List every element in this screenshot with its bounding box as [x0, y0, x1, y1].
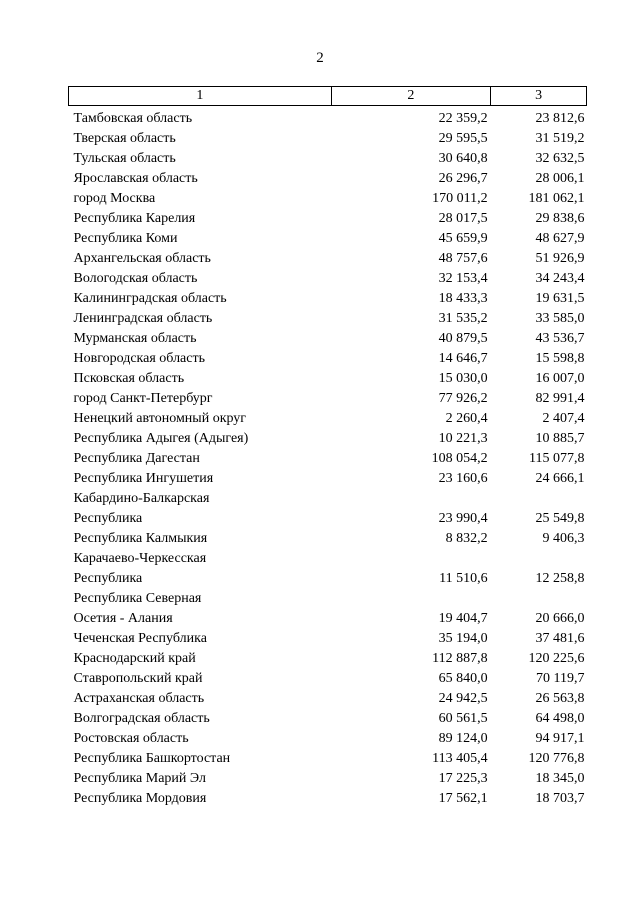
value-col2-cell: 24 942,5	[438, 691, 488, 706]
table-row	[69, 309, 587, 329]
value-col2-cell: 23 160,6	[438, 471, 488, 486]
value-col3-cell: 51 926,9	[535, 251, 585, 266]
value-col3-cell: 19 631,5	[535, 291, 585, 306]
value-col2-cell: 2 260,4	[445, 411, 488, 426]
value-col3-cell: 120 776,8	[528, 751, 585, 766]
value-col3-cell: 37 481,6	[535, 631, 585, 646]
table-row	[69, 569, 587, 589]
value-col3-cell: 26 563,8	[535, 691, 585, 706]
value-col3-cell: 29 838,6	[535, 211, 585, 226]
value-col3-cell: 94 917,1	[535, 731, 585, 746]
value-col3-cell: 10 885,7	[535, 431, 585, 446]
value-col3-cell: 20 666,0	[535, 611, 585, 626]
value-col2-cell: 45 659,9	[438, 231, 488, 246]
table-row	[69, 169, 587, 189]
table-row	[69, 129, 587, 149]
table-row	[69, 209, 587, 229]
value-col2-cell: 14 646,7	[438, 351, 488, 366]
value-col2-cell: 113 405,4	[432, 751, 488, 766]
value-col3-cell: 16 007,0	[535, 371, 585, 386]
table-row	[69, 469, 587, 489]
region-name-cell: Кабардино-Балкарская	[73, 491, 210, 506]
table-row	[69, 689, 587, 709]
region-name-cell: Осетия - Алания	[73, 611, 173, 626]
value-col2-cell: 77 926,2	[438, 391, 488, 406]
region-name-cell: Ставропольский край	[73, 671, 203, 686]
value-col2-cell: 30 640,8	[438, 151, 488, 166]
value-col3-cell: 64 498,0	[535, 711, 585, 726]
region-name-cell: Республика Ингушетия	[73, 471, 214, 486]
value-col2-cell: 26 296,7	[438, 171, 488, 186]
value-col3-cell: 18 345,0	[535, 771, 585, 786]
value-col3-cell: 82 991,4	[535, 391, 585, 406]
value-col2-cell: 29 595,5	[438, 131, 488, 146]
table-row	[69, 729, 587, 749]
table-row	[69, 609, 587, 629]
value-col3-cell: 9 406,3	[542, 531, 585, 546]
region-name-cell: Волгоградская область	[73, 711, 210, 726]
table-row	[69, 389, 587, 409]
region-name-cell: Ленинградская область	[73, 311, 213, 326]
value-col2-cell: 10 221,3	[438, 431, 488, 446]
value-col3-cell	[491, 589, 587, 609]
value-col2-cell	[331, 589, 491, 609]
column-header-1: 1	[69, 87, 332, 106]
value-col2-cell: 89 124,0	[438, 731, 488, 746]
value-col2-cell: 48 757,6	[438, 251, 488, 266]
value-col3-cell: 2 407,4	[542, 411, 585, 426]
table-row	[69, 429, 587, 449]
value-col2-cell: 170 011,2	[432, 191, 488, 206]
table-row	[69, 349, 587, 369]
page-number: 2	[316, 50, 324, 66]
region-name-cell: Чеченская Республика	[73, 631, 207, 646]
table-row	[69, 189, 587, 209]
region-name-cell: город Санкт-Петербург	[73, 391, 213, 406]
value-col2-cell: 35 194,0	[438, 631, 488, 646]
value-col3-cell: 15 598,8	[535, 351, 585, 366]
value-col2-cell: 17 562,1	[438, 791, 488, 806]
table-row	[69, 269, 587, 289]
table-row	[69, 409, 587, 429]
value-col2-cell: 19 404,7	[438, 611, 488, 626]
table-row	[69, 329, 587, 349]
value-col2-cell: 40 879,5	[438, 331, 488, 346]
value-col2-cell: 22 359,2	[438, 111, 488, 126]
region-name-cell: Республика Дагестан	[73, 451, 200, 466]
table-row	[69, 489, 587, 509]
region-name-cell: Тульская область	[73, 151, 176, 166]
region-name-cell: Республика Северная	[73, 591, 202, 606]
region-name-cell: Республика Мордовия	[73, 791, 207, 806]
value-col3-cell: 28 006,1	[535, 171, 585, 186]
region-name-cell: Республика Башкортостан	[73, 751, 231, 766]
region-name-cell: город Москва	[73, 191, 156, 206]
column-header-3: 3	[491, 87, 587, 106]
value-col3-cell: 23 812,6	[535, 111, 585, 126]
value-col3-cell	[491, 549, 587, 569]
value-col3-cell: 12 258,8	[535, 571, 585, 586]
table-row	[69, 769, 587, 789]
value-col2-cell: 31 535,2	[438, 311, 488, 326]
value-col2-cell: 15 030,0	[438, 371, 488, 386]
column-header-2: 2	[331, 87, 491, 106]
table-row	[69, 549, 587, 569]
value-col3-cell: 43 536,7	[535, 331, 585, 346]
table-row	[69, 106, 587, 130]
region-name-cell: Республика Марий Эл	[73, 771, 206, 786]
table-row	[69, 529, 587, 549]
value-col3-cell: 48 627,9	[535, 231, 585, 246]
value-col2-cell: 112 887,8	[432, 651, 488, 666]
value-col2-cell: 17 225,3	[438, 771, 488, 786]
table-row	[69, 669, 587, 689]
region-name-cell: Республика Коми	[73, 231, 178, 246]
region-name-cell: Архангельская область	[73, 251, 211, 266]
table-row	[69, 749, 587, 769]
value-col3-cell	[491, 489, 587, 509]
table-header	[69, 87, 587, 106]
value-col2-cell: 60 561,5	[438, 711, 488, 726]
value-col2-cell: 65 840,0	[438, 671, 488, 686]
value-col2-cell: 11 510,6	[439, 571, 488, 586]
table-body	[69, 106, 587, 810]
value-col3-cell: 25 549,8	[535, 511, 585, 526]
table-row	[69, 229, 587, 249]
region-name-cell: Краснодарский край	[73, 651, 196, 666]
value-col3-cell: 115 077,8	[529, 451, 585, 466]
table-row	[69, 629, 587, 649]
value-col2-cell: 28 017,5	[438, 211, 488, 226]
value-col2-cell: 108 054,2	[431, 451, 488, 466]
table-row	[69, 789, 587, 809]
table-row	[69, 149, 587, 169]
region-name-cell: Республика	[73, 511, 143, 526]
table-row	[69, 289, 587, 309]
region-name-cell: Новгородская область	[73, 351, 205, 366]
region-name-cell: Астраханская область	[73, 691, 205, 706]
region-name-cell: Ненецкий автономный округ	[73, 411, 247, 426]
value-col2-cell	[331, 489, 491, 509]
table-row	[69, 509, 587, 529]
value-col2-cell: 32 153,4	[438, 271, 488, 286]
table-row	[69, 369, 587, 389]
table-row	[69, 589, 587, 609]
region-name-cell: Ростовская область	[73, 731, 189, 746]
region-name-cell: Калининградская область	[73, 291, 227, 306]
value-col3-cell: 120 225,6	[528, 651, 585, 666]
value-col2-cell: 8 832,2	[445, 531, 488, 546]
region-name-cell: Тамбовская область	[73, 111, 193, 126]
value-col3-cell: 34 243,4	[535, 271, 585, 286]
region-name-cell: Республика Карелия	[73, 211, 196, 226]
value-col3-cell: 32 632,5	[535, 151, 585, 166]
value-col3-cell: 70 119,7	[536, 671, 585, 686]
value-col2-cell	[331, 549, 491, 569]
value-col3-cell: 24 666,1	[535, 471, 585, 486]
region-name-cell: Республика Адыгея (Адыгея)	[73, 431, 249, 446]
region-name-cell: Ярославская область	[73, 171, 198, 186]
table-row	[69, 449, 587, 469]
region-name-cell: Тверская область	[73, 131, 176, 146]
table-row	[69, 649, 587, 669]
value-col3-cell: 33 585,0	[535, 311, 585, 326]
value-col2-cell: 23 990,4	[438, 511, 488, 526]
table-row	[69, 249, 587, 269]
region-name-cell: Республика	[73, 571, 143, 586]
region-name-cell: Республика Калмыкия	[73, 531, 208, 546]
table-row	[69, 709, 587, 729]
region-name-cell: Псковская область	[73, 371, 185, 386]
region-name-cell: Карачаево-Черкесская	[73, 551, 207, 566]
header-row	[69, 87, 587, 106]
region-name-cell: Мурманская область	[73, 331, 197, 346]
value-col3-cell: 181 062,1	[528, 191, 585, 206]
data-table	[68, 86, 587, 809]
value-col3-cell: 18 703,7	[535, 791, 585, 806]
value-col2-cell: 18 433,3	[438, 291, 488, 306]
region-name-cell: Вологодская область	[73, 271, 198, 286]
value-col3-cell: 31 519,2	[535, 131, 585, 146]
